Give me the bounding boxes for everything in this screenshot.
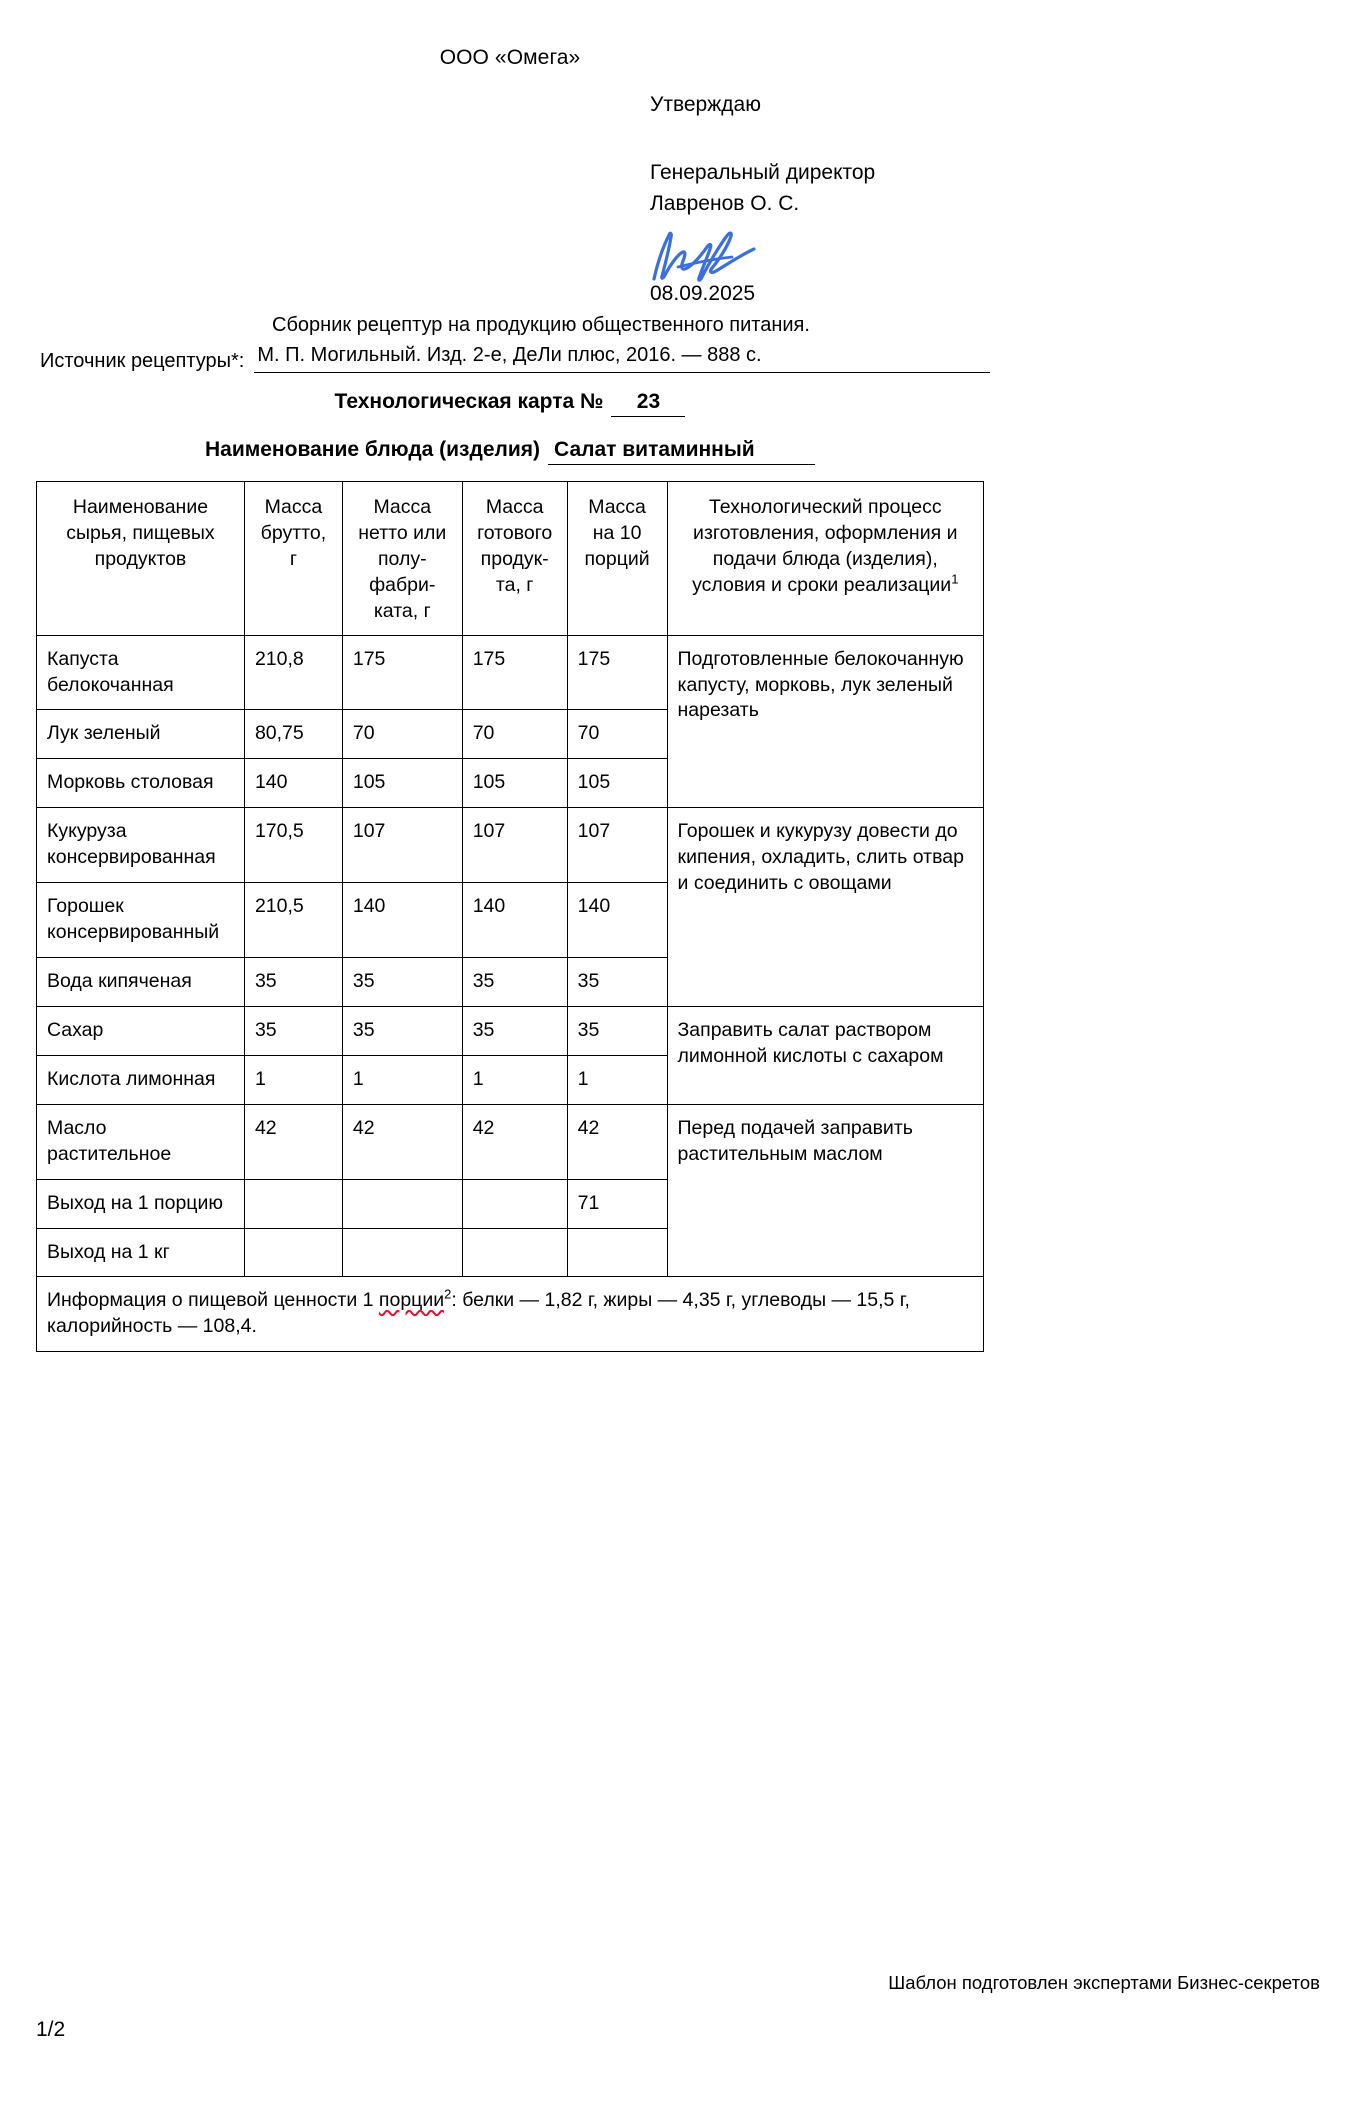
header-line: Масса: [485, 496, 544, 518]
approve-word: Утверждаю: [650, 93, 761, 116]
cell-netto: 140: [342, 883, 462, 958]
template-credit: Шаблон подготовлен экспертами Бизнес-секретов: [888, 1972, 1320, 1993]
cell-gotov: 35: [462, 957, 567, 1006]
cell-brutto: [244, 1228, 342, 1277]
cell-process-note: Подготовленные белокочанную капусту, морковь, лук зеленый нарезать: [667, 635, 983, 808]
cell-brutto: 35: [244, 957, 342, 1006]
cell-netto: 105: [342, 759, 462, 808]
table-row: [37, 635, 984, 710]
cell-netto: 70: [342, 710, 462, 759]
header-line: Технологический процесс: [708, 496, 942, 518]
page-number: 1/2: [36, 2018, 66, 2041]
card-number-field[interactable]: 23: [611, 390, 685, 417]
header-line: г: [289, 547, 297, 570]
cell-portions: [567, 1228, 667, 1277]
cell-process-note: Горошек и кукурузу довести до кипения, охладить, слить отвар и соединить с овощами: [667, 808, 983, 1007]
cell-netto: 175: [342, 635, 462, 710]
approval-block: [650, 90, 980, 310]
cell-gotov: 1: [462, 1055, 567, 1104]
cell-ingredient-name: Выход на 1 порцию: [37, 1179, 245, 1228]
header-line: ката, г: [373, 599, 431, 622]
header-line: Масса: [373, 496, 432, 518]
cell-gotov: 42: [462, 1104, 567, 1179]
cell-ingredient-name: Кислота лимонная: [37, 1055, 245, 1104]
cell-gotov: [462, 1179, 567, 1228]
cell-portions: 107: [567, 808, 667, 883]
dish-title-label: Наименование блюда (изделия): [204, 438, 541, 461]
card-title: [0, 390, 1020, 417]
header-cell-name: [37, 482, 245, 636]
card-title-label: Технологическая карта №: [334, 390, 604, 413]
cell-process-note: Перед подачей заправить растительным маслом: [667, 1104, 983, 1277]
table-header-row: [37, 482, 984, 636]
cell-portions: 1: [567, 1055, 667, 1104]
header-line: [674, 573, 977, 599]
header-line: полу-: [377, 547, 427, 570]
cell-brutto: 210,5: [244, 883, 342, 958]
cell-brutto: 35: [244, 1006, 342, 1055]
table-row-nutrition: [37, 1277, 984, 1352]
table-row: [37, 808, 984, 883]
nutrition-values: : белки — 1,82 г, жиры — 4,35 г, углеводы — 15,5 г, калорийность — 108,4.: [47, 1289, 910, 1338]
cell-gotov: 105: [462, 759, 567, 808]
table-row: [37, 1104, 984, 1179]
technological-card-table: [36, 481, 984, 1352]
header-cell-brutto: [244, 482, 342, 636]
approver-position: Генеральный директор: [650, 161, 876, 185]
cell-gotov: [462, 1228, 567, 1277]
cell-nutrition-info: [37, 1277, 984, 1352]
recipe-source-block: [40, 310, 990, 373]
header-line: нетто или: [358, 521, 447, 544]
cell-ingredient-name: Лук зеленый: [37, 710, 245, 759]
header-line: продук-: [480, 547, 549, 570]
recipe-source-row: [40, 342, 990, 373]
cell-ingredient-name: Морковь столовая: [37, 759, 245, 808]
header-cell-process: [667, 482, 983, 636]
cell-netto: 42: [342, 1104, 462, 1179]
recipe-source-value[interactable]: М. П. Могильный. Изд. 2-е, ДеЛи плюс, 2016. — 888 с.: [254, 342, 990, 373]
cell-portions: 35: [567, 1006, 667, 1055]
header-line: фабри-: [369, 573, 436, 596]
cell-ingredient-name: Кукуруза консервированная: [37, 808, 245, 883]
dish-title: [0, 438, 1020, 465]
cell-portions: 140: [567, 883, 667, 958]
recipe-source-label: Источник рецептуры*:: [40, 350, 245, 372]
cell-ingredient-name: Масло растительное: [37, 1104, 245, 1179]
organization-name: ООО «Омега»: [439, 46, 581, 69]
header-line: подачи блюда (изделия),: [712, 547, 938, 570]
header-line: Наименование: [72, 496, 209, 518]
cell-netto: 35: [342, 957, 462, 1006]
cell-gotov: 175: [462, 635, 567, 710]
cell-gotov: 70: [462, 710, 567, 759]
dish-name-field[interactable]: Салат витаминный: [548, 438, 815, 465]
header-line: та, г: [495, 573, 534, 596]
header-cell-gotov: [462, 482, 567, 636]
cell-brutto: 42: [244, 1104, 342, 1179]
cell-portions: 175: [567, 635, 667, 710]
cell-brutto: 210,8: [244, 635, 342, 710]
header-line: брутто,: [260, 521, 327, 544]
cell-gotov: 35: [462, 1006, 567, 1055]
cell-netto: [342, 1228, 462, 1277]
header-line: на 10: [592, 521, 642, 544]
cell-brutto: 170,5: [244, 808, 342, 883]
header-line: Масса: [588, 496, 646, 518]
cell-portions: 71: [567, 1179, 667, 1228]
header-line: Масса: [264, 496, 323, 518]
cell-brutto: 140: [244, 759, 342, 808]
cell-brutto: 80,75: [244, 710, 342, 759]
cell-brutto: [244, 1179, 342, 1228]
nutrition-misspelled-word: порции: [378, 1289, 445, 1312]
cell-ingredient-name: Сахар: [37, 1006, 245, 1055]
cell-portions: 42: [567, 1104, 667, 1179]
header-cell-portions: [567, 482, 667, 636]
header-cell-netto: [342, 482, 462, 636]
cell-gotov: 140: [462, 883, 567, 958]
nutrition-prefix: Информация о пищевой ценности 1: [47, 1289, 379, 1312]
cell-portions: 70: [567, 710, 667, 759]
header-line: готового: [477, 521, 553, 544]
cell-process-note: Заправить салат раствором лимонной кислоты с сахаром: [667, 1006, 983, 1104]
recipe-source-line1: Сборник рецептур на продукцию общественного питания.: [272, 314, 810, 336]
footnote-marker-2: 2: [444, 1286, 452, 1302]
cell-ingredient-name: Вода кипяченая: [37, 957, 245, 1006]
cell-netto: 35: [342, 1006, 462, 1055]
cell-gotov: 107: [462, 808, 567, 883]
cell-netto: 107: [342, 808, 462, 883]
cell-portions: 105: [567, 759, 667, 808]
header-line: порций: [584, 547, 650, 570]
footnote-marker-1: 1: [951, 571, 959, 587]
approval-date: 08.09.2025: [650, 282, 756, 306]
header-line: изготовления, оформления и: [693, 521, 958, 544]
cell-ingredient-name: Горошек консервированный: [37, 883, 245, 958]
header-line: продуктов: [94, 547, 187, 570]
cell-portions: 35: [567, 957, 667, 1006]
cell-netto: [342, 1179, 462, 1228]
cell-ingredient-name: Выход на 1 кг: [37, 1228, 245, 1277]
approver-name: Лавренов О. С.: [650, 191, 800, 215]
cell-ingredient-name: Капуста белокочанная: [37, 635, 245, 710]
header-line-text: условия и сроки реализации: [692, 573, 952, 596]
table-row: [37, 1006, 984, 1055]
header-line: сырья, пищевых: [66, 521, 215, 544]
cell-brutto: 1: [244, 1055, 342, 1104]
signature-image: [648, 221, 978, 283]
cell-netto: 1: [342, 1055, 462, 1104]
